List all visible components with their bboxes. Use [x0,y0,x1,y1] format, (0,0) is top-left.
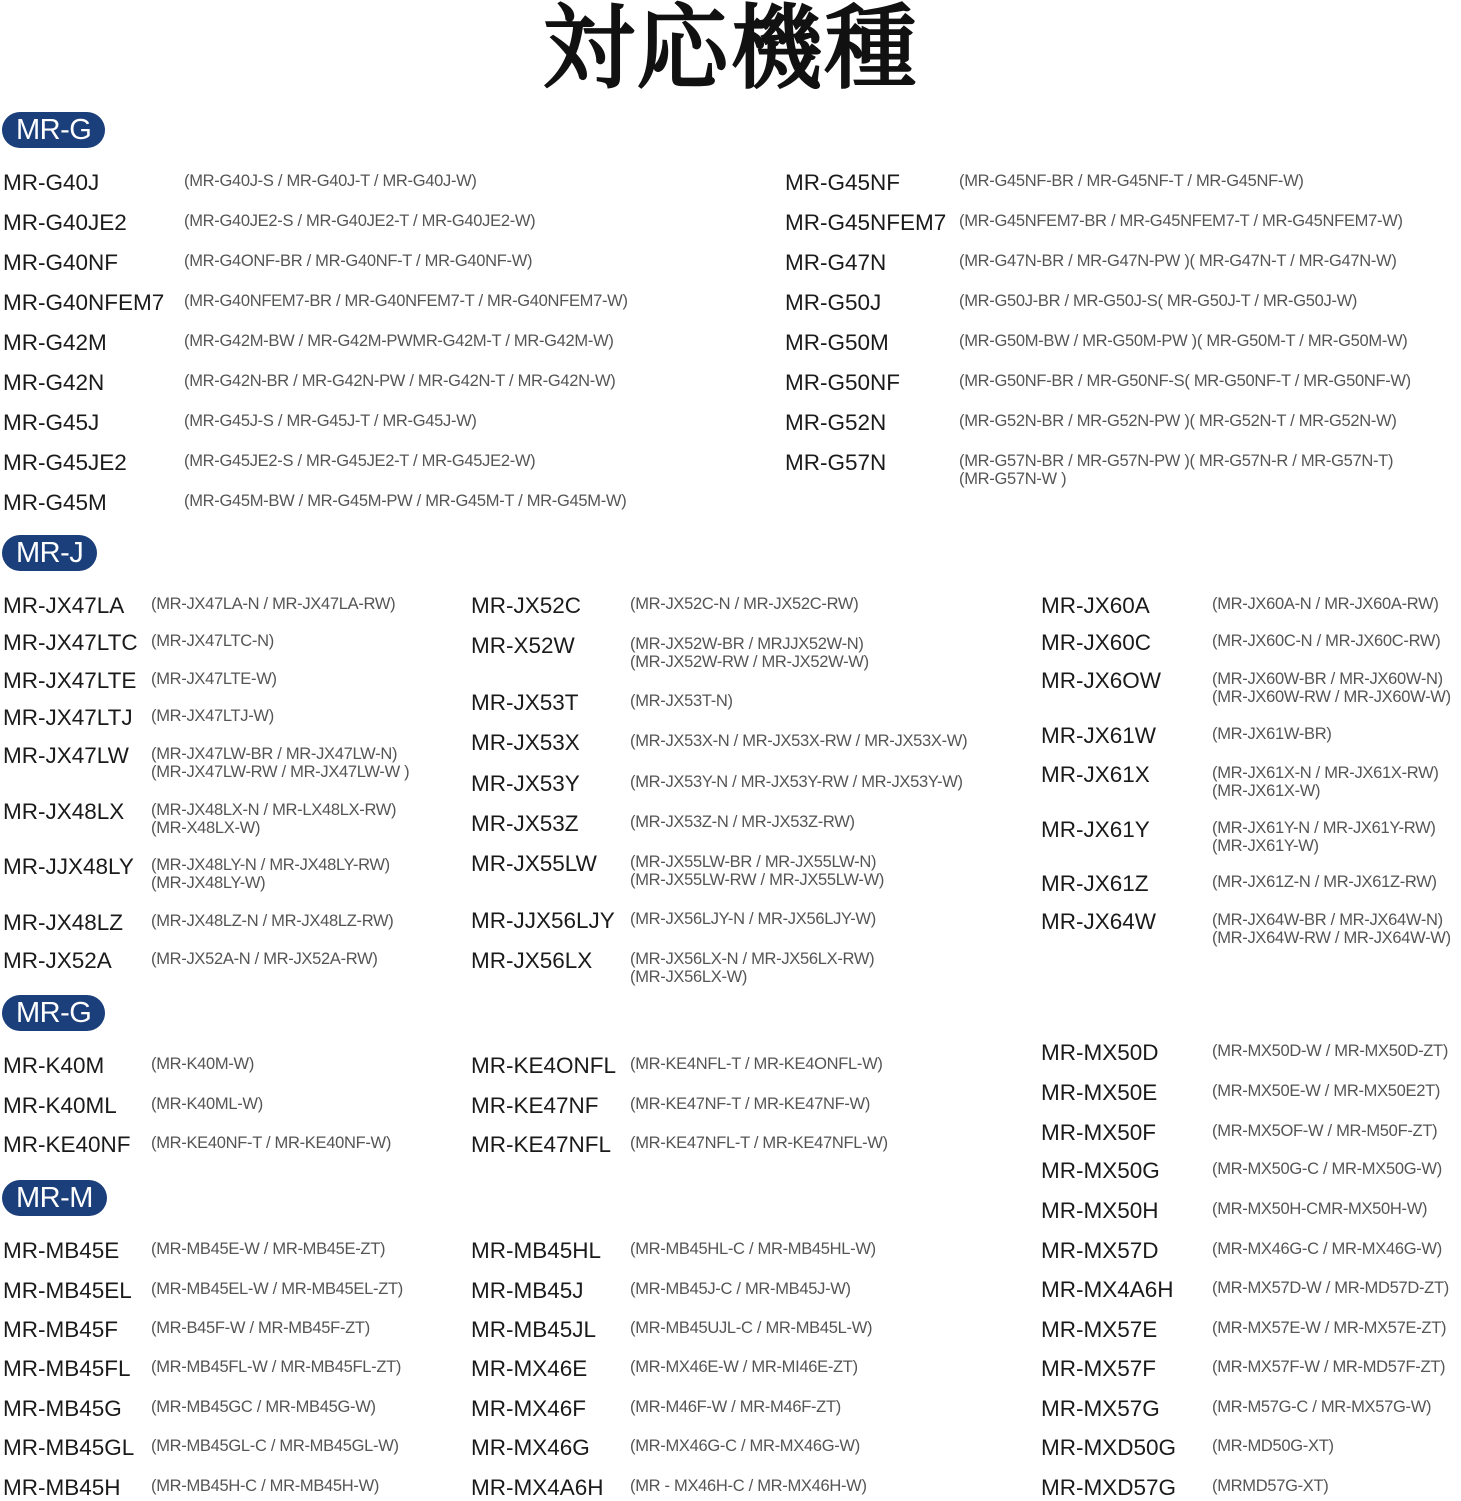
model-variants: (MR-KE40NF-T / MR-KE40NF-W) [151,1134,392,1152]
model-variants: (MR-MX46G-C / MR-MX46G-W) [1212,1240,1442,1258]
model-variants: (MR-JX52A-N / MR-JX52A-RW) [151,950,378,968]
model-name-mr-k40m: MR-K40M [3,1053,105,1078]
model-name-mr-mb45el: MR-MB45EL [3,1278,132,1303]
model-variants: (MR-JX48LX-N / MR-LX48LX-RW) [151,801,397,819]
model-variants: (MR-JX47LW-RW / MR-JX47LW-W ) [151,763,410,781]
model-name-mr-jx61z: MR-JX61Z [1041,871,1149,896]
model-name-mr-jx52c: MR-JX52C [471,593,582,618]
model-variants: (MR-G45M-BW / MR-G45M-PW / MR-G45M-T / MR-G45M-W) [184,492,627,510]
model-name-mr-g45nfem7: MR-G45NFEM7 [785,210,947,235]
model-variants: (MR-MX46G-C / MR-MX46G-W) [630,1437,860,1455]
model-name-mr-g40nf: MR-G40NF [3,250,119,275]
model-name-mr-jx53y: MR-JX53Y [471,771,580,796]
model-variants: (MR-G42N-BR / MR-G42N-PW / MR-G42N-T / MR-G42N-W) [184,372,616,390]
model-variants: (MR-MB45EL-W / MR-MB45EL-ZT) [151,1280,403,1298]
model-variants: (MR-JX48LY-W) [151,874,266,892]
model-variants: (MR-JX47LTJ-W) [151,707,274,725]
model-variants: (MR-JX52W-RW / MR-JX52W-W) [630,653,869,671]
model-name-mr-jx47lte: MR-JX47LTE [3,668,137,693]
model-name-mr-mx50g: MR-MX50G [1041,1158,1160,1183]
model-variants: (MR-JX60A-N / MR-JX60A-RW) [1212,595,1439,613]
model-variants: (MR-JX56LX-N / MR-JX56LX-RW) [630,950,875,968]
model-name-mr-mx50h: MR-MX50H [1041,1198,1159,1223]
model-variants: (MR-JX53Z-N / MR-JX53Z-RW) [630,813,855,831]
model-name-mr-mb45fl: MR-MB45FL [3,1356,131,1381]
model-name-mr-jx60a: MR-JX60A [1041,593,1150,618]
model-variants: (MR-G40J-S / MR-G40J-T / MR-G40J-W) [184,172,477,190]
model-variants: (MR-JX47LTE-W) [151,670,277,688]
model-name-mr-mb45jl: MR-MB45JL [471,1317,597,1342]
model-variants: (MR-JX61W-BR) [1212,725,1332,743]
model-name-mr-g50j: MR-G50J [785,290,882,315]
model-variants: (MR-MB45UJL-C / MR-MB45L-W) [630,1319,873,1337]
model-variants: (MR-JX56LX-W) [630,968,748,986]
model-name-mr-g52n: MR-G52N [785,410,887,435]
model-variants: (MR-MX5OF-W / MR-M50F-ZT) [1212,1122,1438,1140]
model-name-mr-g50nf: MR-G50NF [785,370,901,395]
model-variants: (MR-MB45GC / MR-MB45G-W) [151,1398,376,1416]
model-variants: (MR-JX47LA-N / MR-JX47LA-RW) [151,595,396,613]
model-name-mr-mb45gl: MR-MB45GL [3,1435,135,1460]
model-variants: (MR-G45JE2-S / MR-G45JE2-T / MR-G45JE2-W) [184,452,536,470]
model-variants: (MR-MX57D-W / MR-MD57D-ZT) [1212,1279,1449,1297]
model-variants: (MR-JX61Y-N / MR-JX61Y-RW) [1212,819,1436,837]
model-variants: (MR-X48LX-W) [151,819,261,837]
model-name-mr-mxd57g: MR-MXD57G [1041,1475,1177,1500]
model-name-mr-g40nfem7: MR-G40NFEM7 [3,290,165,315]
model-name-mr-k40ml: MR-K40ML [3,1093,117,1118]
section-badge-mr-m: MR-M [2,1180,107,1216]
section-badge-mr-j: MR-J [2,535,97,571]
model-variants: (MR-MB45J-C / MR-MB45J-W) [630,1280,851,1298]
model-variants: (MR-MX57E-W / MR-MX57E-ZT) [1212,1319,1447,1337]
model-variants: (MR-G4ONF-BR / MR-G40NF-T / MR-G40NF-W) [184,252,533,270]
model-variants: (MR-JX48LZ-N / MR-JX48LZ-RW) [151,912,394,930]
model-name-mr-g45je2: MR-G45JE2 [3,450,127,475]
model-name-mr-mx57f: MR-MX57F [1041,1356,1157,1381]
model-variants: (MRMD57G-XT) [1212,1477,1329,1495]
model-variants: (MR-JX61Z-N / MR-JX61Z-RW) [1212,873,1437,891]
model-variants: (MR-B45F-W / MR-MB45F-ZT) [151,1319,370,1337]
model-variants: (MR-JX55LW-RW / MR-JX55LW-W) [630,871,885,889]
model-name-mr-ke47nf: MR-KE47NF [471,1093,599,1118]
model-variants: (MR-G45NFEM7-BR / MR-G45NFEM7-T / MR-G45NFEM7-W) [959,212,1403,230]
model-variants: (MR-G40NFEM7-BR / MR-G40NFEM7-T / MR-G40NFEM7-W) [184,292,628,310]
model-name-mr-mb45f: MR-MB45F [3,1317,119,1342]
model-name-mr-jx53t: MR-JX53T [471,690,579,715]
model-name-mr-jx53z: MR-JX53Z [471,811,579,836]
model-variants: (MR-G52N-BR / MR-G52N-PW )( MR-G52N-T / MR-G52N-W) [959,412,1397,430]
model-name-mr-jx48lz: MR-JX48LZ [3,910,124,935]
model-variants: (MR-JX47LW-BR / MR-JX47LW-N) [151,745,398,763]
model-variants: (MR-KE47NF-T / MR-KE47NF-W) [630,1095,871,1113]
model-name-mr-g42m: MR-G42M [3,330,107,355]
model-variants: (MR-JX53Y-N / MR-JX53Y-RW / MR-JX53Y-W) [630,773,963,791]
model-name-mr-mx46f: MR-MX46F [471,1396,587,1421]
model-variants: (MR-JX53X-N / MR-JX53X-RW / MR-JX53X-W) [630,732,968,750]
model-name-mr-mb45e: MR-MB45E [3,1238,120,1263]
model-name-mr-g50m: MR-G50M [785,330,889,355]
model-name-mr-g57n: MR-G57N [785,450,887,475]
model-variants: (MR-JX61Y-W) [1212,837,1319,855]
model-name-mr-mb45g: MR-MB45G [3,1396,122,1421]
model-name-mr-jx47ltj: MR-JX47LTJ [3,705,133,730]
model-variants: (MR-G50NF-BR / MR-G50NF-S( MR-G50NF-T / MR-G50NF-W) [959,372,1411,390]
model-name-mr-mx50d: MR-MX50D [1041,1040,1159,1065]
model-name-mr-g47n: MR-G47N [785,250,887,275]
model-variants: (MR-G50M-BW / MR-G50M-PW )( MR-G50M-T / MR-G50M-W) [959,332,1408,350]
model-variants: (MR-JX55LW-BR / MR-JX55LW-N) [630,853,877,871]
model-variants: (MR-MX46E-W / MR-MI46E-ZT) [630,1358,858,1376]
model-variants: (MR-MB45FL-W / MR-MB45FL-ZT) [151,1358,402,1376]
model-name-mr-jx48lx: MR-JX48LX [3,799,125,824]
model-name-mr-mxd50g: MR-MXD50G [1041,1435,1177,1460]
model-name-mr-jx47lw: MR-JX47LW [3,743,129,768]
model-variants: (MR-JX64W-RW / MR-JX64W-W) [1212,929,1451,947]
model-variants: (MR-MX50G-C / MR-MX50G-W) [1212,1160,1442,1178]
model-variants: (MR-MD50G-XT) [1212,1437,1334,1455]
model-variants: (MR-JX47LTC-N) [151,632,274,650]
model-name-mr-g40j: MR-G40J [3,170,100,195]
model-variants: (MR-MB45E-W / MR-MB45E-ZT) [151,1240,386,1258]
model-name-mr-mx4a6h: MR-MX4A6H [471,1475,604,1500]
model-variants: (MR-G40JE2-S / MR-G40JE2-T / MR-G40JE2-W) [184,212,536,230]
model-name-mr-x52w: MR-X52W [471,633,575,658]
model-name-mr-ke47nfl: MR-KE47NFL [471,1132,612,1157]
model-name-mr-jx61y: MR-JX61Y [1041,817,1150,842]
model-name-mr-mb45h: MR-MB45H [3,1475,121,1500]
model-variants: (MR-JX60C-N / MR-JX60C-RW) [1212,632,1441,650]
model-name-mr-jx52a: MR-JX52A [3,948,112,973]
model-variants: (MR-JX60W-RW / MR-JX60W-W) [1212,688,1451,706]
model-name-mr-mx46g: MR-MX46G [471,1435,590,1460]
model-name-mr-jx56lx: MR-JX56LX [471,948,593,973]
model-variants: (MR-MB45HL-C / MR-MB45HL-W) [630,1240,876,1258]
model-name-mr-mx50f: MR-MX50F [1041,1120,1157,1145]
model-variants: (MR-G45NF-BR / MR-G45NF-T / MR-G45NF-W) [959,172,1304,190]
model-name-mr-g45j: MR-G45J [3,410,100,435]
model-variants: (MR-KE47NFL-T / MR-KE47NFL-W) [630,1134,888,1152]
model-variants: (MR-MX50D-W / MR-MX50D-ZT) [1212,1042,1449,1060]
model-variants: (MR-JX52C-N / MR-JX52C-RW) [630,595,859,613]
model-variants: (MR-MX50E-W / MR-MX50E2T) [1212,1082,1441,1100]
model-variants: (MR-K40M-W) [151,1055,255,1073]
model-name-mr-jx53x: MR-JX53X [471,730,580,755]
model-name-mr-mb45hl: MR-MB45HL [471,1238,602,1263]
model-name-mr-jx55lw: MR-JX55LW [471,851,597,876]
model-variants: (MR-M57G-C / MR-MX57G-W) [1212,1398,1432,1416]
model-name-mr-mx46e: MR-MX46E [471,1356,588,1381]
model-variants: (MR-M46F-W / MR-M46F-ZT) [630,1398,841,1416]
model-variants: (MR-JX48LY-N / MR-JX48LY-RW) [151,856,390,874]
model-name-mr-ke40nf: MR-KE40NF [3,1132,131,1157]
model-name-mr-jjx48ly: MR-JJX48LY [3,854,134,879]
page-title: 対応機種 [542,0,919,102]
model-name-mr-mx57d: MR-MX57D [1041,1238,1159,1263]
model-variants: (MR-JX60W-BR / MR-JX60W-N) [1212,670,1443,688]
model-name-mr-jjx56ljy: MR-JJX56LJY [471,908,615,933]
model-name-mr-jx61w: MR-JX61W [1041,723,1157,748]
model-name-mr-mx57g: MR-MX57G [1041,1396,1160,1421]
model-variants: (MR-MB45H-C / MR-MB45H-W) [151,1477,380,1495]
model-name-mr-g40je2: MR-G40JE2 [3,210,127,235]
model-name-mr-g45nf: MR-G45NF [785,170,901,195]
model-name-mr-jx61x: MR-JX61X [1041,762,1150,787]
model-name-mr-ke4onfl: MR-KE4ONFL [471,1053,617,1078]
model-name-mr-jx6ow: MR-JX6OW [1041,668,1161,693]
model-name-mr-mx50e: MR-MX50E [1041,1080,1158,1105]
model-variants: (MR-JX52W-BR / MRJJX52W-N) [630,635,864,653]
model-variants: (MR-G47N-BR / MR-G47N-PW )( MR-G47N-T / MR-G47N-W) [959,252,1397,270]
model-variants: (MR-G42M-BW / MR-G42M-PWMR-G42M-T / MR-G42M-W) [184,332,614,350]
model-name-mr-g42n: MR-G42N [3,370,105,395]
model-name-mr-jx47ltc: MR-JX47LTC [3,630,138,655]
model-variants: (MR-G50J-BR / MR-G50J-S( MR-G50J-T / MR-G50J-W) [959,292,1358,310]
model-variants: (MR-G57N-W ) [959,470,1067,488]
model-variants: (MR-JX61X-W) [1212,782,1321,800]
model-variants: (MR-JX64W-BR / MR-JX64W-N) [1212,911,1443,929]
model-variants: (MR - MX46H-C / MR-MX46H-W) [630,1477,867,1495]
model-name-mr-mx57e: MR-MX57E [1041,1317,1158,1342]
model-name-mr-g45m: MR-G45M [3,490,107,515]
model-variants: (MR-JX56LJY-N / MR-JX56LJY-W) [630,910,876,928]
model-variants: (MR-JX61X-N / MR-JX61X-RW) [1212,764,1439,782]
model-name-mr-jx64w: MR-JX64W [1041,909,1157,934]
model-variants: (MR-MX57F-W / MR-MD57F-ZT) [1212,1358,1446,1376]
model-variants: (MR-JX53T-N) [630,692,733,710]
model-name-mr-mx4a6h: MR-MX4A6H [1041,1277,1174,1302]
section-badge-mr-g-2: MR-G [2,995,105,1031]
model-variants: (MR-G45J-S / MR-G45J-T / MR-G45J-W) [184,412,477,430]
model-name-mr-jx47la: MR-JX47LA [3,593,125,618]
model-variants: (MR-K40ML-W) [151,1095,263,1113]
model-variants: (MR-G57N-BR / MR-G57N-PW )( MR-G57N-R / MR-G57N-T) [959,452,1394,470]
model-variants: (MR-MX50H-CMR-MX50H-W) [1212,1200,1428,1218]
model-name-mr-mb45j: MR-MB45J [471,1278,584,1303]
model-variants: (MR-MB45GL-C / MR-MB45GL-W) [151,1437,399,1455]
model-name-mr-jx60c: MR-JX60C [1041,630,1152,655]
model-variants: (MR-KE4NFL-T / MR-KE4ONFL-W) [630,1055,883,1073]
section-badge-mr-g: MR-G [2,112,105,148]
